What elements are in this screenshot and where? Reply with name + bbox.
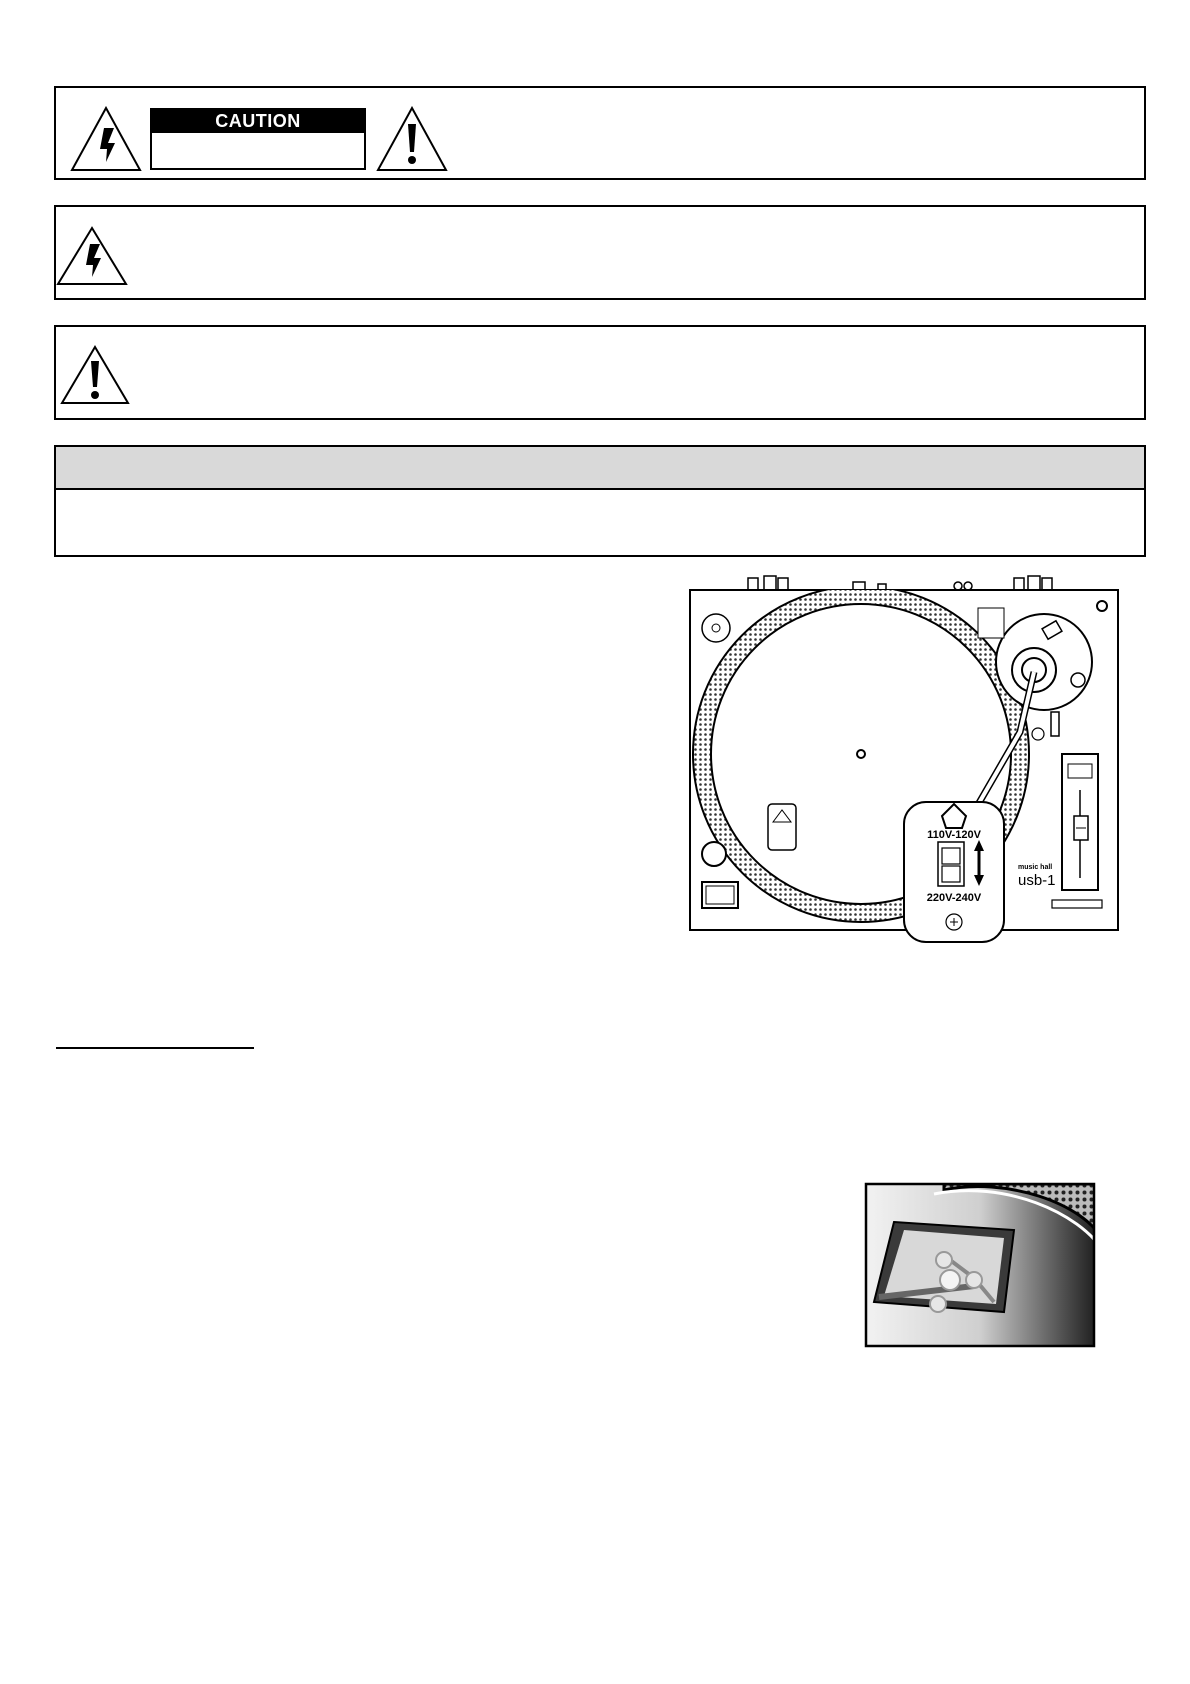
lightning-warning-icon [70,106,142,172]
section-underline [56,1047,254,1049]
lightning-warning-icon [56,226,128,286]
voltage-low-text: 110V-120V [927,829,981,841]
voltage-high-text: 220V-240V [926,892,982,904]
caution-label [150,108,366,170]
platter-closeup-figure [864,1182,1096,1348]
notice-header [56,447,1144,490]
exclamation-warning-icon [60,345,130,405]
caution-label-text: CAUTION [152,110,364,133]
turntable-figure [688,572,1122,946]
exclamation-warning-icon [376,106,448,172]
electric-shock-box [54,205,1146,300]
model-text: usb-1 [1018,872,1056,889]
warning-box [54,325,1146,420]
notice-box [54,445,1146,557]
brand-text: music hall [1018,864,1053,871]
